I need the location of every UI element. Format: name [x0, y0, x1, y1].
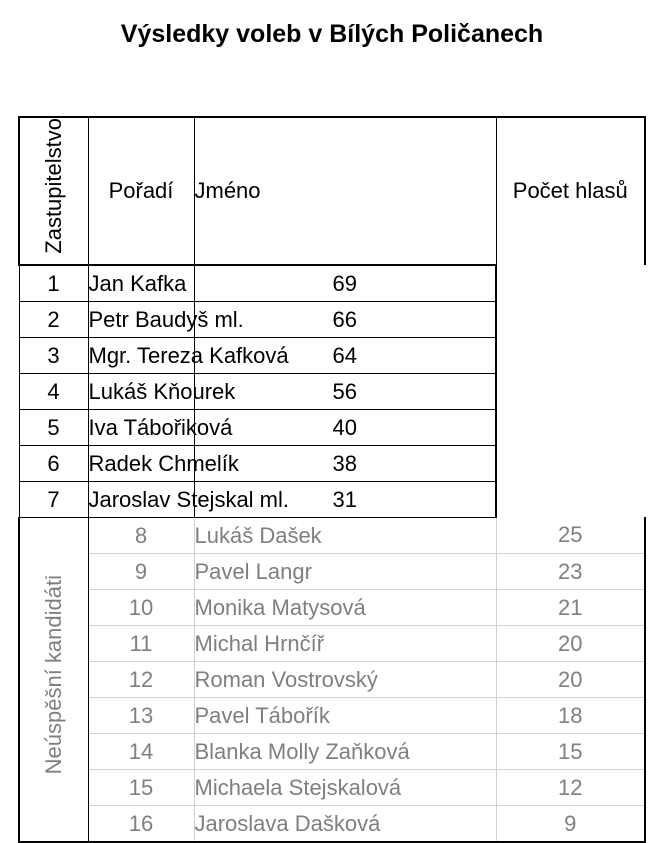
group-label-lost: Neúspěšní kandidáti: [40, 574, 66, 774]
table-row: [19, 337, 645, 373]
rank-cell: 12: [88, 661, 194, 697]
votes-cell: 25: [496, 517, 645, 553]
votes-cell: 40: [194, 409, 496, 445]
votes-cell: 21: [496, 589, 645, 625]
group-cell-lost: [19, 517, 88, 842]
name-cell: Roman Vostrovský: [194, 661, 496, 697]
votes-cell: 15: [496, 733, 645, 769]
name-cell: Monika Matysová: [194, 589, 496, 625]
rank-cell: 9: [88, 553, 194, 589]
rank-cell: 1: [19, 265, 88, 302]
group-label-elected: Zastupitelstvo: [40, 118, 66, 254]
rank-cell: 8: [88, 517, 194, 553]
votes-cell: 56: [194, 373, 496, 409]
page-title: Výsledky voleb v Bílých Poličanech: [120, 20, 544, 48]
votes-cell: 64: [194, 337, 496, 373]
votes-cell: 38: [194, 445, 496, 481]
rank-cell: 14: [88, 733, 194, 769]
votes-cell: 9: [496, 805, 645, 842]
name-cell: Petr Baudyš ml.: [88, 301, 194, 337]
name-cell: Pavel Tábořík: [194, 697, 496, 733]
rank-cell: 16: [88, 805, 194, 842]
table-row: [19, 409, 645, 445]
votes-cell: 18: [496, 697, 645, 733]
table-row: [19, 301, 645, 337]
rank-cell: 13: [88, 697, 194, 733]
header-row: [19, 117, 645, 265]
name-cell: Mgr. Tereza Kafková: [88, 337, 194, 373]
group-cell-elected: [19, 117, 88, 265]
table-row: [19, 481, 645, 517]
name-cell: Blanka Molly Zaňková: [194, 733, 496, 769]
name-cell: Iva Tábořiková: [88, 409, 194, 445]
rank-cell: 10: [88, 589, 194, 625]
name-cell: Radek Chmelík: [88, 445, 194, 481]
name-cell: Pavel Langr: [194, 553, 496, 589]
votes-cell: 12: [496, 769, 645, 805]
name-cell: Jaroslav Stejskal ml.: [88, 481, 194, 517]
table-row: [19, 589, 645, 625]
votes-cell: 31: [194, 481, 496, 517]
name-cell: Michal Hrnčíř: [194, 625, 496, 661]
column-header-name: Jméno: [194, 117, 496, 265]
table-row: [19, 625, 645, 661]
table-row: [19, 553, 645, 589]
name-cell: Jan Kafka: [88, 265, 194, 302]
column-header-votes: Počet hlasů: [496, 117, 645, 265]
votes-cell: 69: [194, 265, 496, 302]
results-table: [18, 116, 646, 843]
rank-cell: 7: [19, 481, 88, 517]
votes-cell: 23: [496, 553, 645, 589]
rank-cell: 11: [88, 625, 194, 661]
column-header-rank: Pořadí: [88, 117, 194, 265]
rank-cell: 6: [19, 445, 88, 481]
table-row: [19, 445, 645, 481]
table-row: [19, 265, 645, 302]
rank-cell: 2: [19, 301, 88, 337]
rank-cell: 5: [19, 409, 88, 445]
table-row: [19, 769, 645, 805]
votes-cell: 20: [496, 625, 645, 661]
table-row: [19, 805, 645, 842]
table-row: [19, 697, 645, 733]
name-cell: Michaela Stejskalová: [194, 769, 496, 805]
name-cell: Lukáš Kňourek: [88, 373, 194, 409]
name-cell: Lukáš Dašek: [194, 517, 496, 553]
table-row: [19, 517, 645, 553]
votes-cell: 20: [496, 661, 645, 697]
rank-cell: 3: [19, 337, 88, 373]
table-row: [19, 733, 645, 769]
votes-cell: 66: [194, 301, 496, 337]
table-row: [19, 373, 645, 409]
table-row: [19, 661, 645, 697]
name-cell: Jaroslava Dašková: [194, 805, 496, 842]
rank-cell: 4: [19, 373, 88, 409]
rank-cell: 15: [88, 769, 194, 805]
